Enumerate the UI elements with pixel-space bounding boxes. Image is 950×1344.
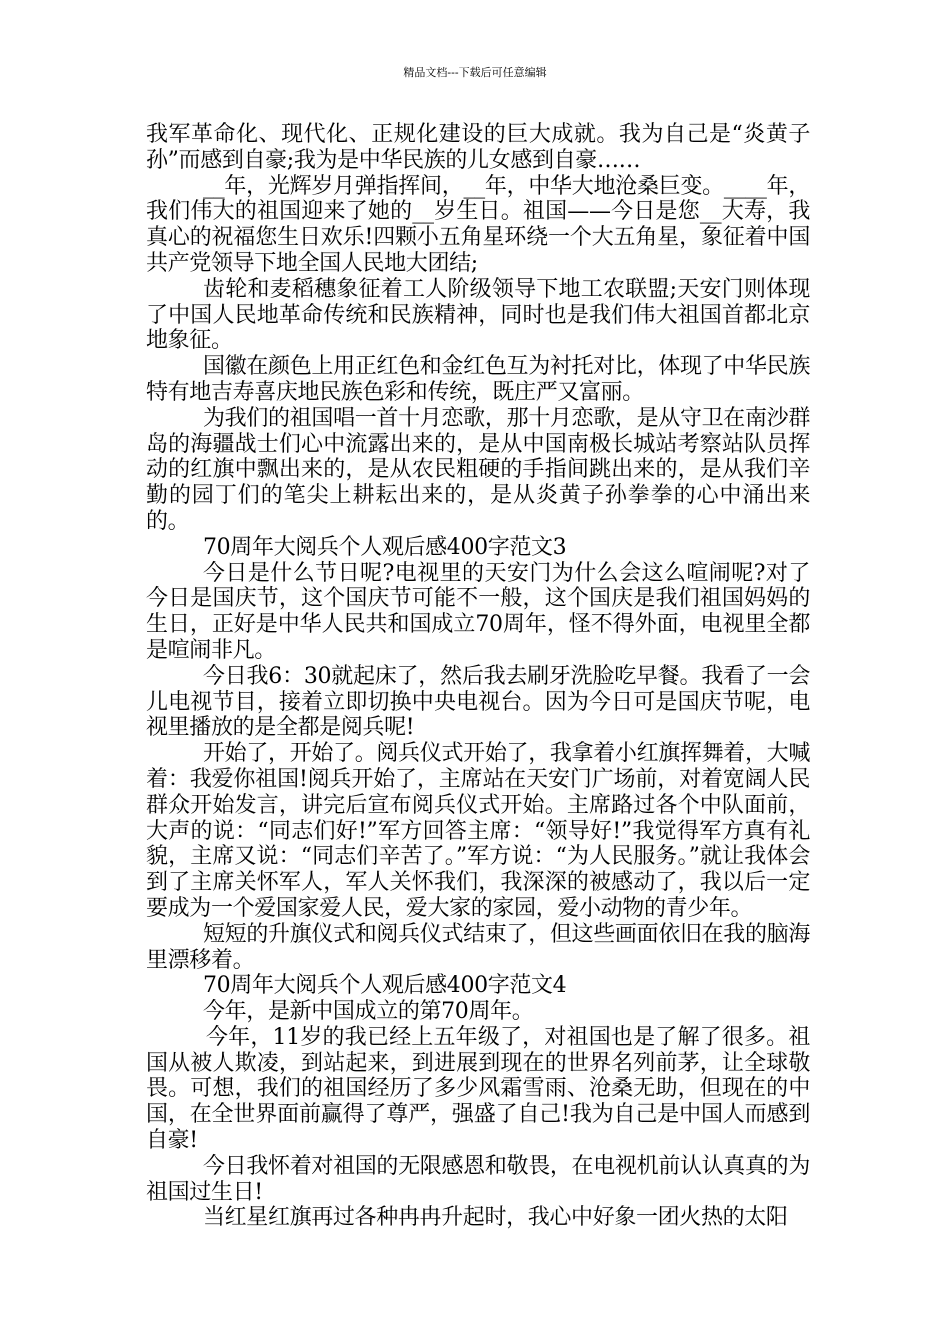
- section-heading: 70周年大阅兵个人观后感400字范文3: [203, 534, 567, 560]
- paragraph: 今日我怀着对祖国的无限感恩和敬畏，在电视机前认认真真的为祖国过生日!: [146, 1153, 810, 1205]
- paragraph: 我军革命化、现代化、正规化建设的巨大成就。我为自己是“炎黄子孙”而感到自豪;我为是中华民族的儿女感到自豪……: [146, 122, 810, 173]
- paragraph: 当红星红旗再过各种冉冉升起时，我心中好象一团火热的太阳: [203, 1205, 788, 1231]
- paragraph: 国徽在颜色上用正红色和金红色互为衬托对比，体现了中华民族特有地吉寿喜庆地民族色彩和传统，既庄严又富丽。: [146, 354, 810, 405]
- paragraph: 今日我6：30就起床了，然后我去刷牙洗脸吃早餐。我看了一会儿电视节目，接着立即切换中央电视台。因为今日可是国庆节呢，电视里播放的是全都是阅兵呢!: [146, 663, 810, 741]
- paragraph: 今年，11岁的我已经上五年级了，对祖国也是了解了很多。祖国从被人欺凌，到站起来，到进展到现在的世界名列前茅，让全球敬畏。可想，我们的祖国经历了多少风霜雪雨、沧桑无助，但现在的中国，在全世界面前赢得了尊严，强盛了自己!我为自己是中国人而感到自豪!: [146, 1024, 810, 1154]
- section-heading: 70周年大阅兵个人观后感400字范文4: [203, 973, 567, 999]
- paragraph: 今年，是新中国成立的第70周年。: [203, 999, 534, 1025]
- paragraph: 今日是什么节日呢?电视里的天安门为什么会这么喧闹呢?对了今日是国庆节，这个国庆节可能不一般，这个国庆是我们祖国妈妈的生日，正好是中华人民共和国成立70周年，怪不得外面，电视里全都是喧闹非凡。: [146, 560, 810, 663]
- paragraph: 短短的升旗仪式和阅兵仪式结束了，但这些画面依旧在我的脑海里漂移着。: [146, 921, 810, 973]
- paragraph: 为我们的祖国唱一首十月恋歌，那十月恋歌，是从守卫在南沙群岛的海疆战士们心中流露出来的，是从中国南极长城站考察站队员挥动的红旗中飘出来的，是从农民粗硬的手指间跳出来的，是从我们辛勤的园丁们的笔尖上耕耘出来的，是从炎黄子孙拳拳的心中涌出来的。: [146, 405, 810, 534]
- document-body: [146, 122, 810, 1231]
- paragraph: 齿轮和麦稻穗象征着工人阶级领导下地工农联盟;天安门则体现了中国人民地革命传统和民族精神，同时也是我们伟大祖国首都北京地象征。: [146, 276, 810, 354]
- page-header: 精品文档---下载后可任意编辑: [403, 66, 547, 79]
- paragraph: __年，光辉岁月弹指挥间，__年，中华大地沧桑巨变。____年，我们伟大的祖国迎来了她的__岁生日。祖国——今日是您__大寿，我真心的祝福您生日欢乐!四颗小五角星环绕一个大五角星，象征着中国共产党领导下地全国人民地大团结;: [146, 173, 810, 276]
- paragraph: 开始了，开始了。阅兵仪式开始了，我拿着小红旗挥舞着，大喊着：我爱你祖国!阅兵开始了，主席站在天安门广场前，对着宽阔人民群众开始发言，讲完后宣布阅兵仪式开始。主席路过各个中队面前，大声的说：“同志们好!”军方回答主席：“领导好!”我觉得军方真有礼貌，主席又说：“同志们辛苦了。”军方说：“为人民服务。”就让我体会到了主席关怀军人，军人关怀我们，我深深的被感动了，我以后一定要成为一个爱国家爱人民，爱大家的家园，爱小动物的青少年。: [146, 741, 810, 921]
